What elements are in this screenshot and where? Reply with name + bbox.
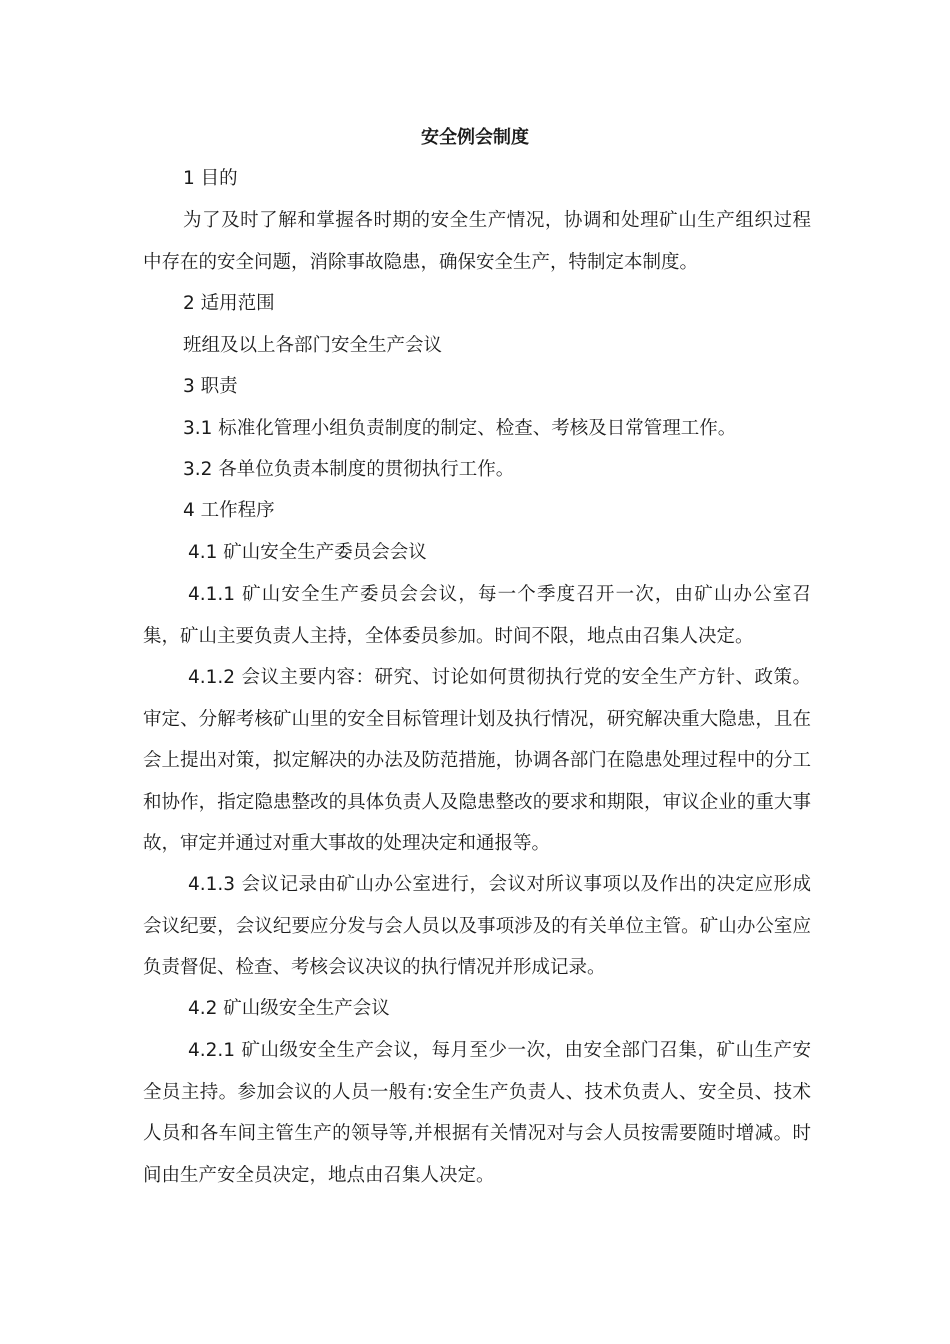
section-2-heading: 2 适用范围 xyxy=(183,293,275,314)
section-1-body: 为了及时了解和掌握各时期的安全生产情况，协调和处理矿山生产组织过程中存在的安全问题，消除事故隐患，确保安全生产，特制定本制度。 xyxy=(143,210,811,273)
section-1-heading: 1 目的 xyxy=(183,168,238,189)
section-4-heading: 4 工作程序 xyxy=(183,500,275,521)
section-4-2-1: 4.2.1 矿山级安全生产会议，每月至少一次，由安全部门召集，矿山生产安全员主持。参加会议的人员一般有:安全生产负责人、技术负责人、安全员、技术人员和各车间主管生产的领导等,并根据有关情况对与会人员按需要随时增减。时间由生产安全员决定，地点由召集人决定。 xyxy=(143,1040,811,1186)
section-3-heading: 3 职责 xyxy=(183,376,238,397)
section-3-2: 3.2 各单位负责本制度的贯彻执行工作。 xyxy=(183,459,515,480)
section-4-2: 4.2 矿山级安全生产会议 xyxy=(188,998,390,1019)
section-4-1-1: 4.1.1 矿山安全生产委员会会议，每一个季度召开一次，由矿山办公室召集，矿山主要负责人主持，全体委员参加。时间不限，地点由召集人决定。 xyxy=(143,584,811,647)
section-4-1: 4.1 矿山安全生产委员会会议 xyxy=(188,542,427,563)
section-2-body: 班组及以上各部门安全生产会议 xyxy=(183,335,443,356)
section-4-1-2: 4.1.2 会议主要内容：研究、讨论如何贯彻执行党的安全生产方针、政策。审定、分解考核矿山里的安全目标管理计划及执行情况，研究解决重大隐患，且在会上提出对策，拟定解决的办法及防范措施，协调各部门在隐患处理过程中的分工和协作，指定隐患整改的具体负责人及隐患整改的要求和期限，审议企业的重大事故，审定并通过对重大事故的处理决定和通报等。 xyxy=(143,667,811,854)
section-4-1-3: 4.1.3 会议记录由矿山办公室进行，会议对所议事项以及作出的决定应形成会议纪要，会议纪要应分发与会人员以及事项涉及的有关单位主管。矿山办公室应负责督促、检查、考核会议决议的执行情况并形成记录。 xyxy=(143,874,811,978)
section-3-1: 3.1 标准化管理小组负责制度的制定、检查、考核及日常管理工作。 xyxy=(183,418,737,439)
document-title: 安全例会制度 xyxy=(421,127,529,148)
